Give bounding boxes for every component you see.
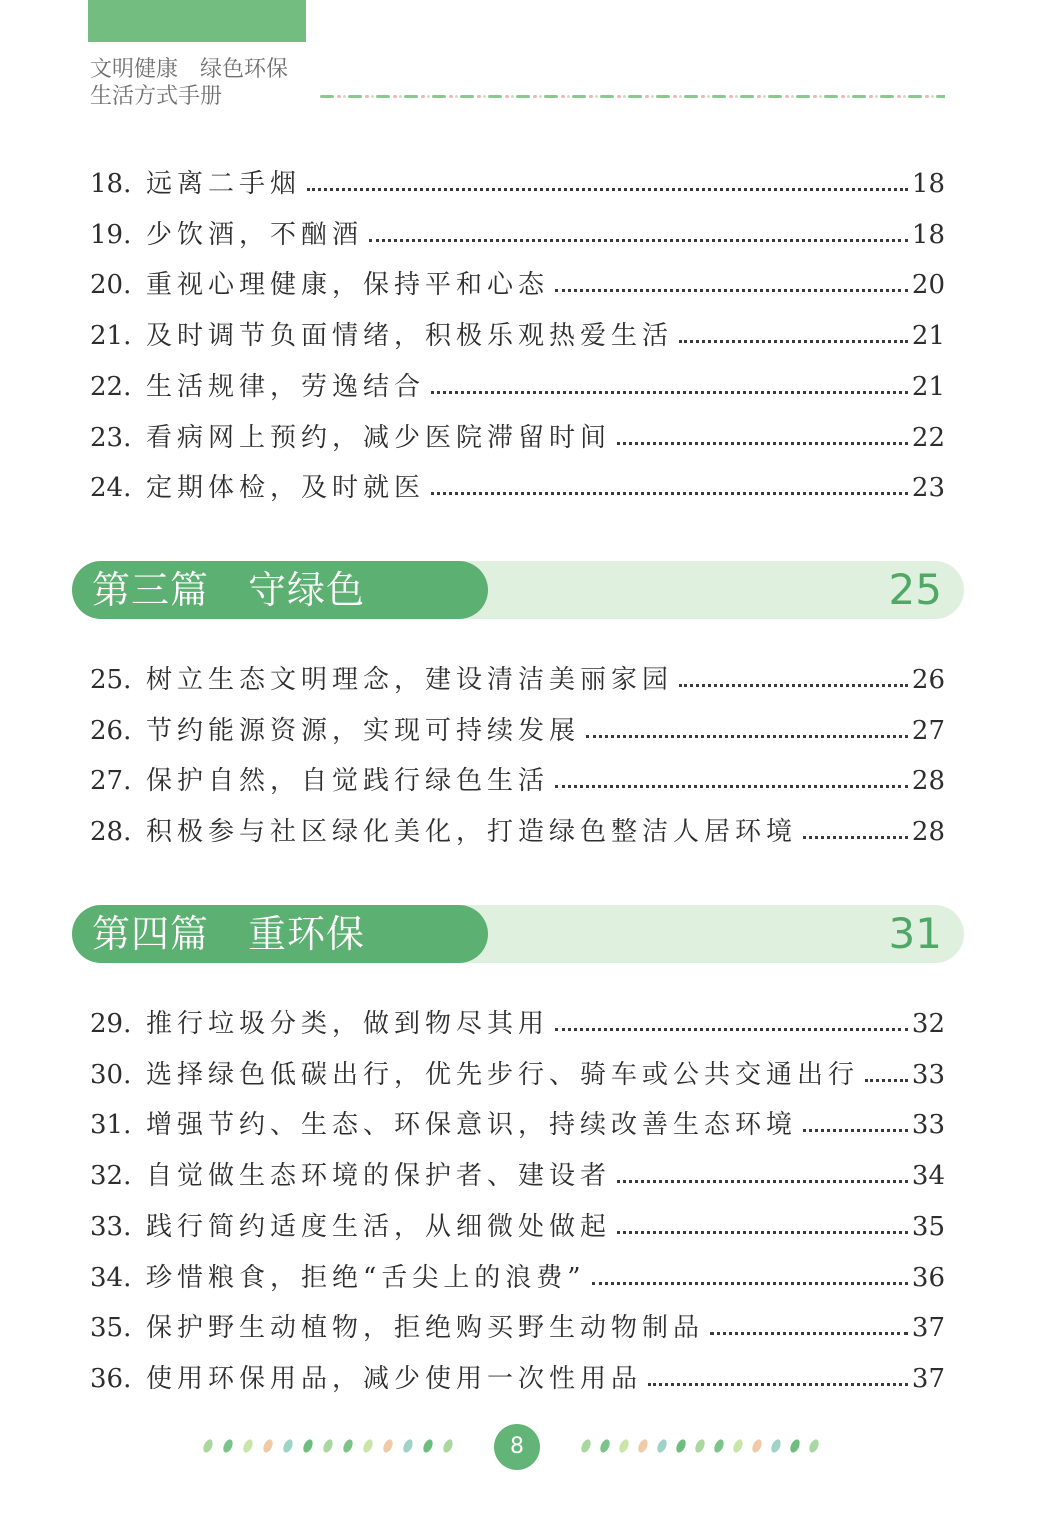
toc-entry[interactable] xyxy=(90,160,945,200)
toc-entry[interactable] xyxy=(90,1051,945,1091)
toc-dot-leader xyxy=(555,1028,908,1031)
header-color-tab xyxy=(88,0,306,42)
toc-dot-leader xyxy=(617,442,908,445)
toc-entry-number: 23. xyxy=(90,422,132,453)
leaf-shape xyxy=(712,1438,725,1454)
toc-entry-page: 26 xyxy=(911,665,945,695)
toc-entry-page: 18 xyxy=(911,219,945,250)
toc-entry-title: 定期体检，及时就医 xyxy=(146,473,426,504)
toc-dot-leader xyxy=(431,391,908,394)
toc-entry-number: 19. xyxy=(90,219,132,250)
toc-entry-number: 26. xyxy=(90,715,132,746)
toc-entry-number: 24. xyxy=(90,473,132,504)
toc-entry[interactable] xyxy=(90,1304,945,1344)
toc-dot-leader xyxy=(369,239,908,242)
toc-entry[interactable] xyxy=(90,261,945,301)
leaf-shape xyxy=(261,1438,274,1454)
leaf-shape xyxy=(201,1438,214,1454)
toc-entry[interactable] xyxy=(90,1355,945,1395)
section-banner-cap xyxy=(372,561,488,619)
section-title: 第三篇 守绿色 xyxy=(92,568,366,612)
toc-dot-leader xyxy=(307,188,908,191)
toc-entry-title: 生活规律，劳逸结合 xyxy=(146,371,426,402)
toc-dot-leader xyxy=(555,785,908,788)
leaf-shape xyxy=(321,1438,334,1454)
toc-entry-page: 20 xyxy=(911,270,945,301)
leaf-shape xyxy=(617,1438,630,1454)
toc-entry-title: 及时调节负面情绪，积极乐观热爱生活 xyxy=(146,321,674,352)
toc-entry-number: 25. xyxy=(90,665,132,695)
toc-dot-leader xyxy=(710,1332,908,1335)
leaf-shape xyxy=(693,1438,706,1454)
toc-entry[interactable] xyxy=(90,1152,945,1192)
toc-entry-title: 推行垃圾分类，做到物尽其用 xyxy=(146,1009,550,1039)
leaf-shape xyxy=(731,1438,744,1454)
leaf-shape xyxy=(579,1438,592,1454)
toc-entry[interactable] xyxy=(90,757,945,797)
leaf-decoration-right xyxy=(578,1436,832,1456)
toc-entry-page: 33 xyxy=(911,1110,945,1141)
toc-entry[interactable] xyxy=(90,707,945,747)
toc-dot-leader xyxy=(617,1180,908,1183)
toc-entry[interactable] xyxy=(90,363,945,403)
leaf-shape xyxy=(636,1438,649,1454)
toc-entry-title: 积极参与社区绿化美化，打造绿色整洁人居环境 xyxy=(146,817,798,848)
toc-entry-number: 34. xyxy=(90,1262,132,1293)
toc-entry-page: 32 xyxy=(911,1009,945,1039)
section-banner[interactable] xyxy=(72,905,964,963)
leaf-shape xyxy=(361,1438,374,1454)
toc-entry[interactable] xyxy=(90,464,945,504)
leaf-shape xyxy=(341,1438,354,1454)
toc-entry-title: 看病网上预约，减少医院滞留时间 xyxy=(146,422,612,453)
toc-entry-page: 28 xyxy=(911,817,945,848)
toc-entry-title: 保护自然，自觉践行绿色生活 xyxy=(146,766,550,797)
toc-entry-page: 18 xyxy=(911,169,945,199)
leaf-shape xyxy=(441,1438,454,1454)
booklet-title-line-1: 文明健康 绿色环保 xyxy=(90,57,289,82)
toc-entry-number: 28. xyxy=(90,817,132,848)
toc-entry-page: 37 xyxy=(911,1363,945,1394)
leaf-shape xyxy=(301,1438,314,1454)
booklet-title xyxy=(90,56,288,110)
toc-entry[interactable] xyxy=(90,1254,945,1294)
toc-entry-page: 21 xyxy=(911,321,945,352)
toc-entry[interactable] xyxy=(90,656,945,696)
leaf-shape xyxy=(598,1438,611,1454)
toc-dot-leader xyxy=(617,1231,908,1234)
toc-entry[interactable] xyxy=(90,1101,945,1141)
toc-entry-title: 珍惜粮食，拒绝“舌尖上的浪费” xyxy=(146,1262,586,1293)
leaf-shape xyxy=(807,1438,820,1454)
toc-entry-number: 35. xyxy=(90,1313,132,1344)
section-title: 第四篇 重环保 xyxy=(92,912,366,956)
section-page: 31 xyxy=(888,909,942,958)
toc-entry-number: 31. xyxy=(90,1110,132,1141)
toc-entry-number: 36. xyxy=(90,1363,132,1394)
toc-entry-page: 33 xyxy=(911,1059,945,1090)
toc-dot-leader xyxy=(803,1129,908,1132)
toc-entry-title: 重视心理健康，保持平和心态 xyxy=(146,270,550,301)
toc-entry-number: 29. xyxy=(90,1009,132,1039)
leaf-shape xyxy=(381,1438,394,1454)
toc-entry-title: 保护野生动植物，拒绝购买野生动物制品 xyxy=(146,1313,705,1344)
toc-entry[interactable] xyxy=(90,1000,945,1040)
toc-entry-title: 自觉做生态环境的保护者、建设者 xyxy=(146,1161,612,1192)
leaf-shape xyxy=(221,1438,234,1454)
toc-dot-leader xyxy=(648,1383,908,1386)
toc-entry-number: 18. xyxy=(90,169,132,199)
leaf-shape xyxy=(401,1438,414,1454)
leaf-shape xyxy=(655,1438,668,1454)
toc-entry[interactable] xyxy=(90,1203,945,1243)
toc-entry-title: 节约能源资源，实现可持续发展 xyxy=(146,715,581,746)
toc-entry-page: 21 xyxy=(911,371,945,402)
toc-dot-leader xyxy=(865,1079,908,1082)
toc-entry-page: 22 xyxy=(911,422,945,453)
toc-dot-leader xyxy=(592,1282,908,1285)
section-page: 25 xyxy=(888,565,942,614)
toc-entry-page: 27 xyxy=(911,715,945,746)
toc-entry-page: 23 xyxy=(911,473,945,504)
page-number: 8 xyxy=(510,1434,524,1459)
leaf-shape xyxy=(674,1438,687,1454)
toc-dot-leader xyxy=(679,684,908,687)
toc-entry-title: 选择绿色低碳出行，优先步行、骑车或公共交通出行 xyxy=(146,1059,860,1090)
toc-entry[interactable] xyxy=(90,312,945,352)
leaf-shape xyxy=(421,1438,434,1454)
toc-entry-number: 30. xyxy=(90,1059,132,1090)
leaf-shape xyxy=(769,1438,782,1454)
toc-entry-number: 33. xyxy=(90,1211,132,1242)
toc-entry-title: 远离二手烟 xyxy=(146,169,302,199)
toc-entry[interactable] xyxy=(90,414,945,454)
toc-entry-title: 树立生态文明理念，建设清洁美丽家园 xyxy=(146,665,674,695)
toc-entry-page: 34 xyxy=(911,1161,945,1192)
page-number-badge xyxy=(494,1424,540,1470)
toc-entry-page: 37 xyxy=(911,1313,945,1344)
section-banner-cap xyxy=(372,905,488,963)
toc-entry-page: 35 xyxy=(911,1211,945,1242)
toc-entry-title: 使用环保用品，减少使用一次性用品 xyxy=(146,1363,643,1394)
toc-entry-number: 27. xyxy=(90,766,132,797)
toc-entry[interactable] xyxy=(90,211,945,251)
booklet-title-line-2: 生活方式手册 xyxy=(90,84,223,109)
leaf-shape xyxy=(281,1438,294,1454)
header-dashed-divider xyxy=(320,94,945,99)
toc-entry-page: 36 xyxy=(911,1262,945,1293)
section-banner[interactable] xyxy=(72,561,964,619)
toc-dot-leader xyxy=(431,492,908,495)
toc-entry-number: 20. xyxy=(90,270,132,301)
toc-entry-page: 28 xyxy=(911,766,945,797)
toc-entry-title: 践行简约适度生活，从细微处做起 xyxy=(146,1211,612,1242)
toc-dot-leader xyxy=(679,340,908,343)
leaf-decoration-left xyxy=(200,1436,462,1456)
toc-dot-leader xyxy=(586,735,908,738)
toc-entry-title: 少饮酒，不酗酒 xyxy=(146,219,364,250)
leaf-shape xyxy=(241,1438,254,1454)
toc-entry-number: 32. xyxy=(90,1161,132,1192)
leaf-shape xyxy=(750,1438,763,1454)
toc-entry-title: 增强节约、生态、环保意识，持续改善生态环境 xyxy=(146,1110,798,1141)
toc-dot-leader xyxy=(555,289,908,292)
toc-entry-number: 21. xyxy=(90,321,132,352)
leaf-shape xyxy=(788,1438,801,1454)
toc-entry-number: 22. xyxy=(90,371,132,402)
toc-dot-leader xyxy=(803,836,908,839)
toc-entry[interactable] xyxy=(90,808,945,848)
